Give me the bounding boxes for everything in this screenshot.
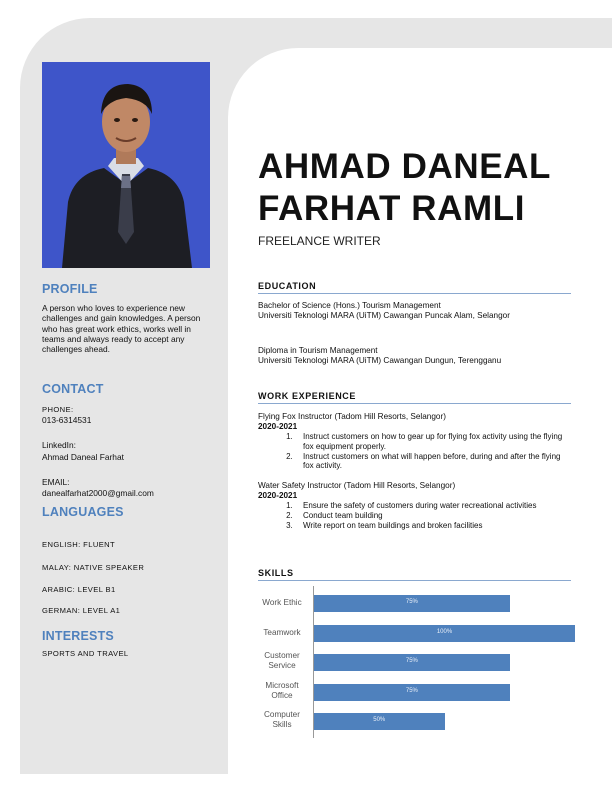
education-heading: EDUCATION xyxy=(258,281,571,294)
education-school: Universiti Teknologi MARA (UiTM) Cawangan Puncak Alam, Selangor xyxy=(258,311,510,320)
chart-category-label: Computer Skills xyxy=(264,710,300,730)
chart-bar xyxy=(314,625,575,642)
chart-data-label: 75% xyxy=(405,599,418,605)
profile-section xyxy=(42,282,214,354)
languages-section xyxy=(42,505,214,615)
duty-list xyxy=(258,501,571,530)
job-title-line: Water Safety Instructor (Tadom Hill Resorts, Selangor) xyxy=(258,481,456,491)
job-title-line: Flying Fox Instructor (Tadom Hill Resorts, Selangor) xyxy=(258,412,446,421)
chart-category-label: Teamwork xyxy=(263,627,301,637)
profile-text: A person who loves to experience new challenges and gain knowledges. A person who has great work ethics, works well in teams and always ready to accept any challenges ahead. xyxy=(42,303,201,355)
job-title: FREELANCE WRITER xyxy=(258,234,381,248)
contact-heading: CONTACT xyxy=(42,382,104,396)
job-years: 2020-2021 xyxy=(258,422,298,431)
profile-heading: PROFILE xyxy=(42,282,98,296)
profile-photo xyxy=(42,62,210,268)
work-experience-section xyxy=(258,391,571,531)
education-degree: Diploma in Tourism Management xyxy=(258,346,378,355)
chart-data-label: 50% xyxy=(373,717,386,724)
duty-item: 2. Instruct customers on what will happen before, during and after the flying fox activity. xyxy=(295,452,571,472)
language-item: GERMAN: LEVEL A1 xyxy=(42,606,121,615)
duty-item: 2. Conduct team building xyxy=(295,511,571,521)
chart-category-label: Customer Service xyxy=(264,651,300,671)
interests-text: SPORTS AND TRAVEL xyxy=(42,649,129,658)
contact-section xyxy=(42,382,214,498)
linkedin-label: LinkedIn: xyxy=(42,440,76,451)
language-item: ARABIC: LEVEL B1 xyxy=(42,585,116,594)
skills-section xyxy=(258,568,571,581)
interests-section xyxy=(42,629,214,658)
candidate-name xyxy=(258,146,598,230)
email-label: EMAIL: xyxy=(42,476,70,487)
chart-category-label: Work Ethic xyxy=(262,598,302,607)
email-value[interactable]: danealfarhat2000@gmail.com xyxy=(42,488,154,499)
chart-data-label: 75% xyxy=(405,687,418,694)
education-entry xyxy=(258,301,571,321)
interests-heading: INTERESTS xyxy=(42,629,114,643)
job-entry xyxy=(258,412,571,471)
linkedin-value[interactable]: Ahmad Daneal Farhat xyxy=(42,451,124,462)
language-item: MALAY: NATIVE SPEAKER xyxy=(42,563,145,572)
name-line-1: AHMAD DANEAL xyxy=(258,147,552,186)
skills-heading: SKILLS xyxy=(258,568,571,581)
education-section xyxy=(258,281,571,366)
education-degree: Bachelor of Science (Hons.) Tourism Management xyxy=(258,301,441,310)
skills-chart xyxy=(255,586,580,738)
chart-data-label: 75% xyxy=(405,658,418,665)
work-experience-heading: WORK EXPERIENCE xyxy=(258,391,571,404)
duty-item: 1. Ensure the safety of customers during water recreational activities xyxy=(295,501,571,511)
education-entry xyxy=(258,346,571,366)
duty-list xyxy=(258,432,571,471)
chart-bar xyxy=(314,713,445,730)
education-school: Universiti Teknologi MARA (UiTM) Cawangan Dungun, Terengganu xyxy=(258,356,502,365)
languages-heading: LANGUAGES xyxy=(42,505,124,519)
phone-label: PHONE: xyxy=(42,405,74,414)
name-line-2: FARHAT RAMLI xyxy=(258,189,526,228)
chart-bar xyxy=(314,595,510,612)
job-years: 2020-2021 xyxy=(258,491,298,501)
duty-item: 1. Instruct customers on how to gear up for flying fox activity using the flying fox equipment properly. xyxy=(295,432,571,452)
chart-data-label: 100% xyxy=(436,628,453,635)
language-item: ENGLISH: FLUENT xyxy=(42,540,116,549)
chart-bar xyxy=(314,684,510,701)
chart-category-label: Microsoft Office xyxy=(265,680,299,700)
chart-bar xyxy=(314,654,510,671)
phone-value: 013-6314531 xyxy=(42,415,92,425)
duty-item: 3. Write report on team buildings and broken facilities xyxy=(295,521,571,531)
job-entry xyxy=(258,481,571,530)
